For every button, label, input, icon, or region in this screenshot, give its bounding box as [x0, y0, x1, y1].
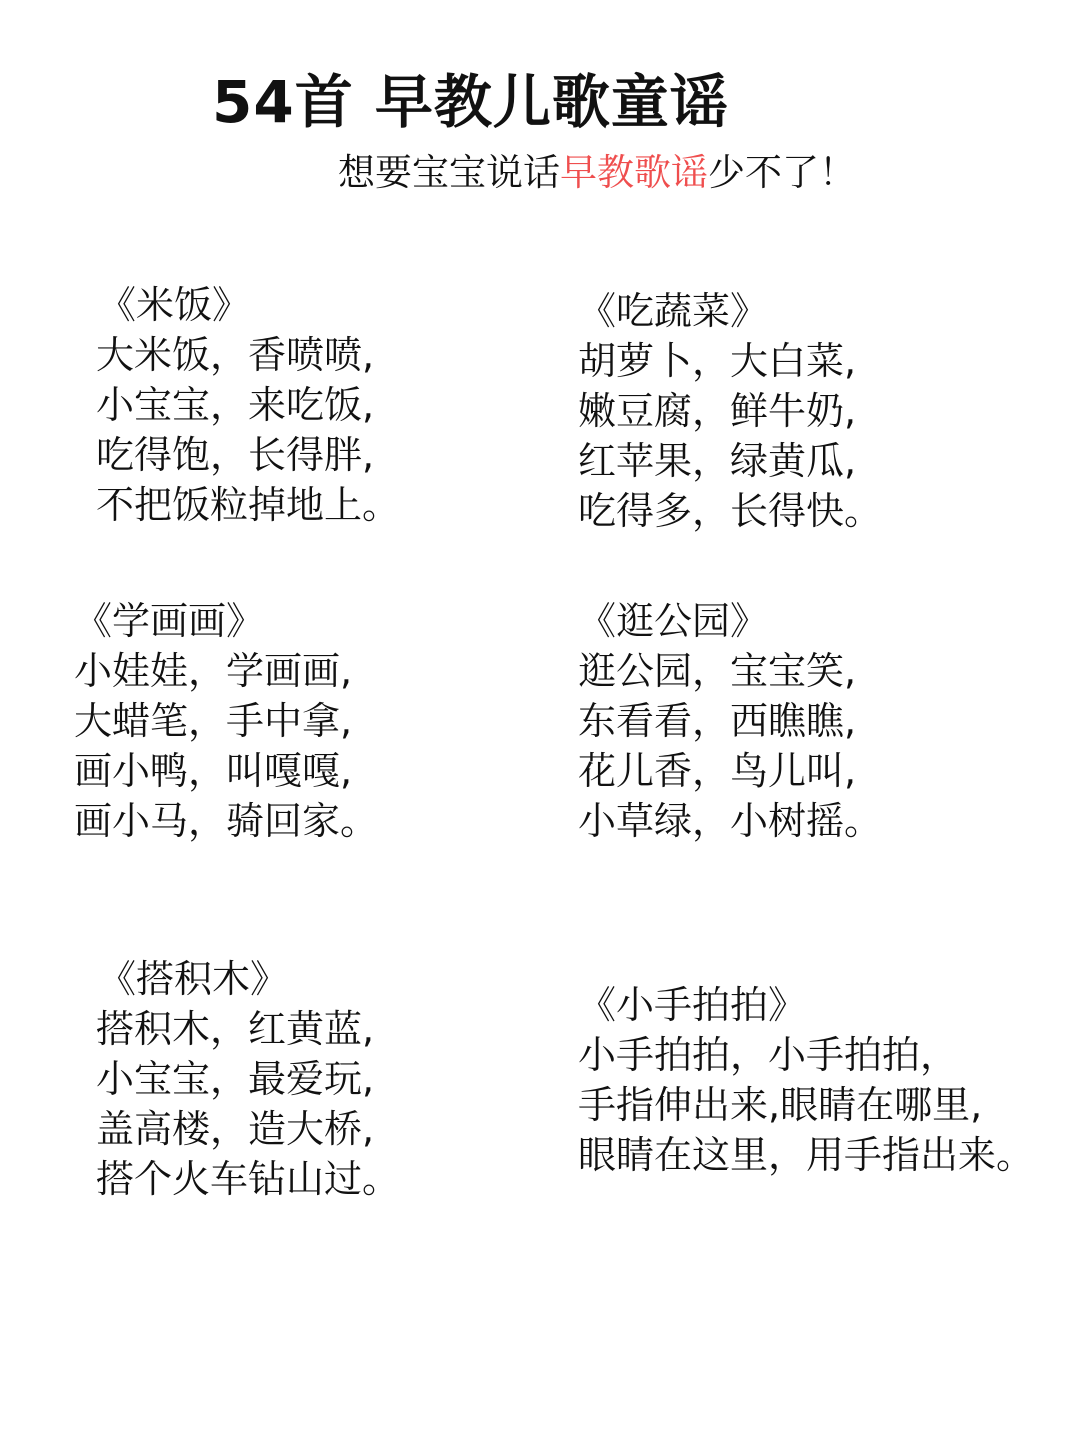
poem-line: 胡萝卜，大白菜, — [578, 339, 857, 383]
poem-blocks — [96, 954, 400, 1204]
poem-line: 吃得多，长得快。 — [578, 489, 883, 533]
poem-line: 吃得饱，长得胖, — [96, 433, 375, 477]
poem-line: 小宝宝，来吃饭, — [96, 383, 375, 427]
subtitle-highlight: 早教歌谣 — [560, 151, 708, 194]
poem-line: 搭个火车钻山过。 — [96, 1157, 401, 1201]
poem-line: 画小马，骑回家。 — [74, 799, 379, 843]
poem-title: 《逛公园》 — [578, 599, 769, 643]
poem-title: 《米饭》 — [98, 283, 251, 327]
poem-line: 画小鸭，叫嘎嘎, — [74, 749, 353, 793]
subtitle-suffix: 少不了！ — [708, 151, 856, 194]
poem-line: 盖高楼，造大桥, — [96, 1107, 375, 1151]
poem-line: 红苹果，绿黄瓜, — [578, 439, 857, 483]
poem-line: 搭积木，红黄蓝, — [96, 1007, 375, 1051]
poem-line: 东看看，西瞧瞧, — [578, 699, 857, 743]
poem-title: 《搭积木》 — [98, 957, 289, 1001]
poem-line: 不把饭粒掉地上。 — [96, 483, 401, 527]
poem-drawing — [74, 596, 378, 846]
poem-line: 眼睛在这里，用手指出来。 — [578, 1133, 1035, 1177]
poem-park — [578, 596, 882, 846]
poem-rice — [96, 280, 400, 530]
poem-line: 逛公园，宝宝笑, — [578, 649, 857, 693]
subtitle-prefix: 想要宝宝说话 — [338, 151, 560, 194]
poem-line: 小娃娃，学画画, — [74, 649, 353, 693]
poem-line: 小草绿，小树摇。 — [578, 799, 883, 843]
page-subtitle — [338, 148, 856, 198]
page-title: 54首 早教儿歌童谣 — [212, 68, 729, 136]
poem-line: 嫩豆腐，鲜牛奶, — [578, 389, 857, 433]
poem-title: 《学画画》 — [74, 599, 265, 643]
poem-line: 大米饭，香喷喷, — [96, 333, 375, 377]
poem-line: 手指伸出来,眼睛在哪里, — [578, 1083, 983, 1127]
poem-title: 《小手拍拍》 — [578, 983, 807, 1027]
poem-vegetables — [578, 286, 882, 536]
poem-line: 花儿香，鸟儿叫, — [578, 749, 857, 793]
poem-title: 《吃蔬菜》 — [578, 289, 769, 333]
poem-line: 大蜡笔，手中拿, — [74, 699, 353, 743]
poem-line: 小宝宝，最爱玩, — [96, 1057, 375, 1101]
poem-line: 小手拍拍，小手拍拍， — [578, 1033, 959, 1077]
poem-clap-hands — [578, 980, 1034, 1180]
